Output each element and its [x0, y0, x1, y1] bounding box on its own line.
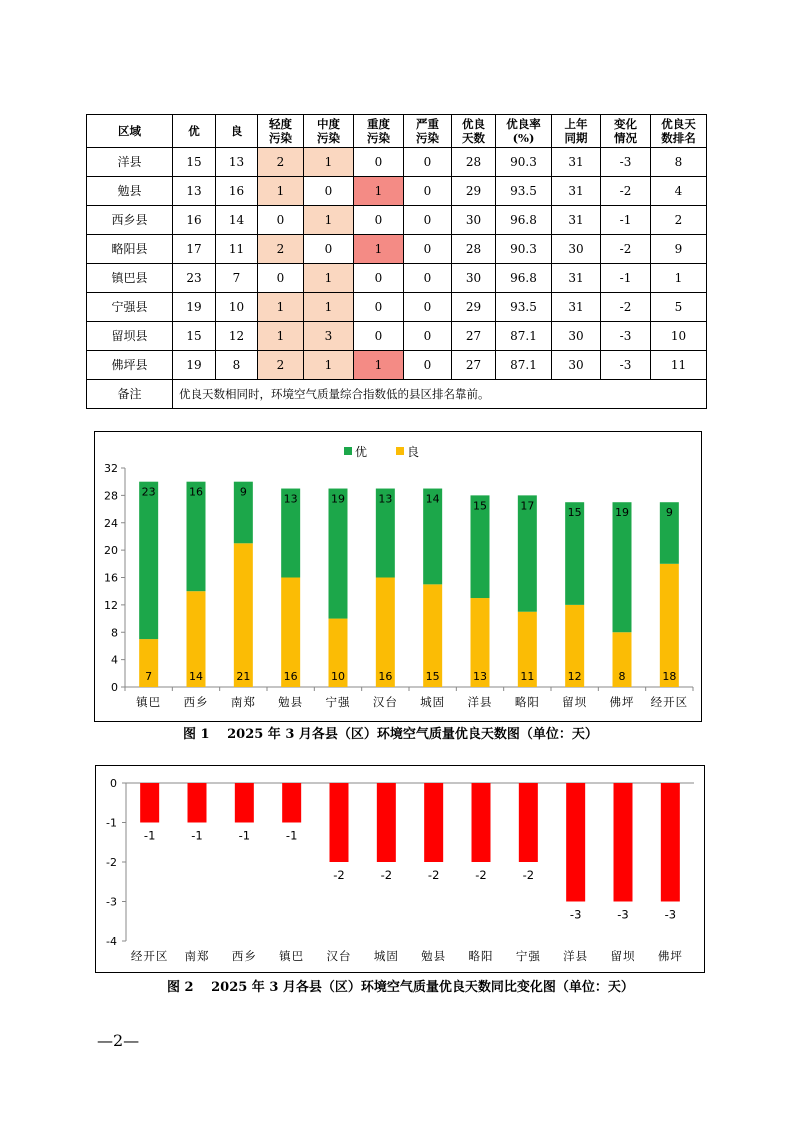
bar-change — [188, 783, 207, 823]
bar-change — [472, 783, 491, 862]
table-cell: 0 — [304, 235, 354, 264]
y-tick-label: 32 — [104, 462, 118, 475]
x-category-label: 镇巴 — [136, 695, 162, 709]
table-cell: 30 — [552, 351, 601, 380]
x-category-label: 宁强 — [515, 949, 541, 963]
table-cell: 2 — [258, 148, 304, 177]
x-category-label: 勉县 — [278, 695, 304, 709]
table-cell: 87.1 — [496, 322, 552, 351]
table-cell: 13 — [173, 177, 216, 206]
yoy-change-bar-chart — [95, 765, 705, 973]
x-category-label: 城固 — [420, 695, 446, 709]
table-header-cell: 严重 污染 — [404, 115, 452, 148]
chart1-svg — [95, 432, 701, 721]
table-cell: 30 — [552, 235, 601, 264]
table-header-cell: 优良天 数排名 — [651, 115, 707, 148]
table-cell: 16 — [216, 177, 258, 206]
x-category-label: 汉台 — [372, 695, 398, 709]
x-category-label: 西乡 — [183, 695, 209, 709]
table-cell: -1 — [601, 264, 651, 293]
y-tick-label: -1 — [106, 816, 117, 830]
legend-label: 优 — [355, 445, 368, 459]
y-tick-label: -4 — [106, 935, 117, 948]
table-cell: 1 — [304, 206, 354, 235]
table-header-row — [87, 115, 707, 148]
data-label-you: 13 — [378, 492, 393, 506]
table-cell: 0 — [404, 177, 452, 206]
table-cell: 1 — [304, 264, 354, 293]
table-cell: 15 — [173, 322, 216, 351]
table-cell: 2 — [258, 235, 304, 264]
data-label-you: 15 — [473, 499, 487, 513]
y-tick-label: 12 — [104, 598, 118, 612]
bar-change — [519, 783, 538, 862]
bar-change — [282, 783, 301, 823]
bar-change — [377, 783, 396, 862]
table-row — [87, 293, 707, 322]
table-cell: 0 — [404, 322, 452, 351]
table-cell: 0 — [404, 351, 452, 380]
data-label-liang: 18 — [662, 670, 677, 683]
table-cell: -3 — [601, 322, 651, 351]
table-cell: 31 — [552, 148, 601, 177]
table-cell: 17 — [173, 235, 216, 264]
data-label-change: -3 — [664, 907, 677, 922]
legend-swatch — [344, 447, 352, 455]
table-cell: 27 — [452, 322, 496, 351]
table-cell: 7 — [216, 264, 258, 293]
table-cell: 1 — [304, 148, 354, 177]
table-cell: -3 — [601, 351, 651, 380]
table-cell: 29 — [452, 177, 496, 206]
data-label-liang: 15 — [425, 670, 440, 683]
legend-swatch — [396, 447, 404, 455]
table-cell: 30 — [552, 322, 601, 351]
bar-you — [518, 495, 537, 611]
table-cell: 1 — [354, 351, 404, 380]
data-label-liang: 11 — [520, 670, 535, 683]
page-number: —2— — [97, 1031, 140, 1050]
data-label-you: 13 — [283, 492, 298, 506]
table-cell: 5 — [651, 293, 707, 322]
table-cell: 0 — [354, 293, 404, 322]
table-note-row — [87, 380, 707, 409]
table-cell: -2 — [601, 293, 651, 322]
table-cell: 2 — [258, 351, 304, 380]
data-label-you: 9 — [239, 485, 247, 499]
table-cell: 93.5 — [496, 177, 552, 206]
table-row — [87, 177, 707, 206]
data-label-liang: 10 — [331, 670, 345, 683]
table-cell: 1 — [304, 293, 354, 322]
table-cell: 10 — [216, 293, 258, 322]
table-cell: 9 — [651, 235, 707, 264]
x-category-label: 略阳 — [468, 949, 494, 963]
bar-liang — [660, 564, 679, 687]
table-header-cell: 重度 污染 — [354, 115, 404, 148]
table-cell: 1 — [354, 177, 404, 206]
table-row — [87, 206, 707, 235]
table-cell: 4 — [651, 177, 707, 206]
note-text: 优良天数相同时，环境空气质量综合指数低的县区排名靠前。 — [173, 380, 707, 409]
data-label-change: -2 — [475, 868, 487, 882]
table-cell: 镇巴县 — [87, 264, 173, 293]
air-quality-table — [86, 114, 707, 409]
table-row — [87, 235, 707, 264]
table-row — [87, 351, 707, 380]
table-header-cell: 中度 污染 — [304, 115, 354, 148]
table-row — [87, 322, 707, 351]
table-cell: 1 — [304, 351, 354, 380]
chart2-svg — [96, 766, 704, 972]
table-cell: 1 — [354, 235, 404, 264]
table-cell: 12 — [216, 322, 258, 351]
x-category-label: 洋县 — [467, 695, 493, 709]
table-row — [87, 148, 707, 177]
table-cell: 11 — [651, 351, 707, 380]
table-cell: 10 — [651, 322, 707, 351]
figure2-caption: 图 2 2025 年 3 月各县（区）环境空气质量优良天数同比变化图（单位：天） — [167, 980, 634, 995]
table-cell: 31 — [552, 264, 601, 293]
table-cell: 19 — [173, 351, 216, 380]
data-label-change: -2 — [427, 868, 440, 882]
table-row — [87, 264, 707, 293]
x-category-label: 西乡 — [231, 949, 257, 963]
data-label-change: -1 — [285, 828, 298, 843]
table-cell: 0 — [404, 293, 452, 322]
table-cell: 0 — [404, 235, 452, 264]
table-cell: 0 — [354, 264, 404, 293]
table-cell: 23 — [173, 264, 216, 293]
table-cell: 27 — [452, 351, 496, 380]
x-category-label: 经开区 — [650, 695, 689, 709]
x-category-label: 镇巴 — [279, 949, 305, 963]
bar-you — [613, 502, 632, 632]
table-cell: 30 — [452, 206, 496, 235]
data-label-liang: 14 — [189, 670, 203, 683]
table-cell: 8 — [651, 148, 707, 177]
table-header-cell: 良 — [216, 115, 258, 148]
good-days-stacked-bar-chart — [94, 431, 702, 722]
table-cell: 13 — [216, 148, 258, 177]
table-header-cell: 上年 同期 — [552, 115, 601, 148]
data-label-liang: 16 — [378, 670, 393, 683]
data-label-you: 17 — [520, 499, 535, 513]
data-label-liang: 13 — [473, 670, 487, 683]
table-cell: 28 — [452, 148, 496, 177]
x-category-label: 城固 — [373, 949, 399, 963]
table-cell: 0 — [404, 148, 452, 177]
data-label-liang: 16 — [283, 670, 298, 683]
table-header-cell: 优良率 (%) — [496, 115, 552, 148]
table-cell: 30 — [452, 264, 496, 293]
table-cell: 0 — [258, 206, 304, 235]
table-cell: 0 — [354, 206, 404, 235]
table-cell: 31 — [552, 206, 601, 235]
table-cell: 0 — [404, 264, 452, 293]
bar-change — [661, 783, 680, 902]
data-label-you: 23 — [141, 485, 156, 499]
bar-liang — [234, 543, 253, 687]
data-label-you: 19 — [331, 492, 345, 506]
y-tick-label: 16 — [104, 571, 118, 585]
y-tick-label: -3 — [106, 895, 117, 909]
data-label-liang: 12 — [567, 670, 582, 683]
x-category-label: 宁强 — [325, 695, 351, 709]
table-cell: -2 — [601, 177, 651, 206]
data-label-change: -1 — [143, 828, 156, 843]
table-cell: 28 — [452, 235, 496, 264]
table-cell: 19 — [173, 293, 216, 322]
table-cell: 3 — [304, 322, 354, 351]
table-cell: 佛坪县 — [87, 351, 173, 380]
table-cell: 洋县 — [87, 148, 173, 177]
x-category-label: 经开区 — [130, 949, 169, 963]
table-header-cell: 变化 情况 — [601, 115, 651, 148]
bar-change — [235, 783, 254, 823]
table-cell: -1 — [601, 206, 651, 235]
data-label-liang: 21 — [236, 670, 251, 683]
data-label-you: 16 — [189, 485, 203, 499]
data-label-change: -3 — [617, 907, 629, 922]
y-tick-label: 4 — [111, 653, 118, 667]
data-label-you: 14 — [425, 492, 440, 506]
y-tick-label: 0 — [111, 681, 118, 694]
x-category-label: 留坝 — [610, 949, 636, 963]
y-tick-label: 24 — [104, 516, 118, 530]
figure1-caption: 图 1 2025 年 3 月各县（区）环境空气质量优良天数图（单位：天） — [183, 727, 598, 742]
table-header-cell: 区域 — [87, 115, 173, 148]
data-label-you: 19 — [615, 506, 629, 520]
data-label-change: -2 — [522, 868, 535, 882]
table-cell: 90.3 — [496, 148, 552, 177]
bar-you — [139, 482, 158, 639]
table-cell: 96.8 — [496, 264, 552, 293]
table-cell: 31 — [552, 293, 601, 322]
x-category-label: 南郑 — [184, 949, 210, 963]
data-label-change: -1 — [238, 828, 251, 843]
table-cell: 87.1 — [496, 351, 552, 380]
table-cell: 0 — [258, 264, 304, 293]
x-category-label: 汉台 — [326, 949, 352, 963]
table-cell: 15 — [173, 148, 216, 177]
data-label-change: -2 — [333, 868, 345, 882]
table-cell: 西乡县 — [87, 206, 173, 235]
table-cell: 11 — [216, 235, 258, 264]
x-category-label: 洋县 — [563, 949, 589, 963]
table-header-cell: 优良 天数 — [452, 115, 496, 148]
note-label: 备注 — [87, 380, 173, 409]
table-cell: 8 — [216, 351, 258, 380]
table-cell: 0 — [354, 148, 404, 177]
y-tick-label: 20 — [104, 544, 118, 558]
bar-change — [330, 783, 349, 862]
table-cell: 16 — [173, 206, 216, 235]
table-cell: -3 — [601, 148, 651, 177]
table-cell: 0 — [404, 206, 452, 235]
data-label-you: 15 — [567, 506, 582, 520]
y-tick-label: 0 — [110, 777, 117, 790]
table-cell: 略阳县 — [87, 235, 173, 264]
table-cell: 14 — [216, 206, 258, 235]
y-tick-label: 8 — [111, 626, 118, 640]
x-category-label: 留坝 — [562, 695, 588, 709]
table-cell: 1 — [258, 177, 304, 206]
x-category-label: 勉县 — [421, 949, 447, 963]
table-cell: 2 — [651, 206, 707, 235]
table-cell: 0 — [304, 177, 354, 206]
table-cell: 1 — [258, 322, 304, 351]
data-label-liang: 8 — [618, 670, 626, 683]
x-category-label: 南郑 — [230, 695, 256, 709]
table-cell: 90.3 — [496, 235, 552, 264]
bar-change — [614, 783, 633, 902]
data-label-change: -1 — [191, 828, 203, 843]
table-cell: 勉县 — [87, 177, 173, 206]
bar-change — [424, 783, 443, 862]
data-label-change: -2 — [380, 868, 393, 882]
table-cell: 93.5 — [496, 293, 552, 322]
table-cell: -2 — [601, 235, 651, 264]
table-cell: 1 — [258, 293, 304, 322]
legend-label: 良 — [407, 445, 420, 459]
bar-change — [140, 783, 159, 823]
table-header-cell: 优 — [173, 115, 216, 148]
table-cell: 0 — [354, 322, 404, 351]
x-category-label: 佛坪 — [657, 949, 683, 963]
bar-change — [566, 783, 585, 902]
table-cell: 96.8 — [496, 206, 552, 235]
data-label-change: -3 — [569, 907, 582, 922]
y-tick-label: 28 — [104, 489, 118, 503]
bar-you — [329, 489, 348, 619]
table-cell: 留坝县 — [87, 322, 173, 351]
x-category-label: 略阳 — [514, 695, 540, 709]
table-cell: 29 — [452, 293, 496, 322]
table-cell: 1 — [651, 264, 707, 293]
table-cell: 宁强县 — [87, 293, 173, 322]
data-label-you: 9 — [665, 506, 673, 520]
data-label-liang: 7 — [145, 670, 153, 683]
x-category-label: 佛坪 — [609, 695, 635, 709]
y-tick-label: -2 — [106, 856, 117, 869]
table-header-cell: 轻度 污染 — [258, 115, 304, 148]
table-cell: 31 — [552, 177, 601, 206]
